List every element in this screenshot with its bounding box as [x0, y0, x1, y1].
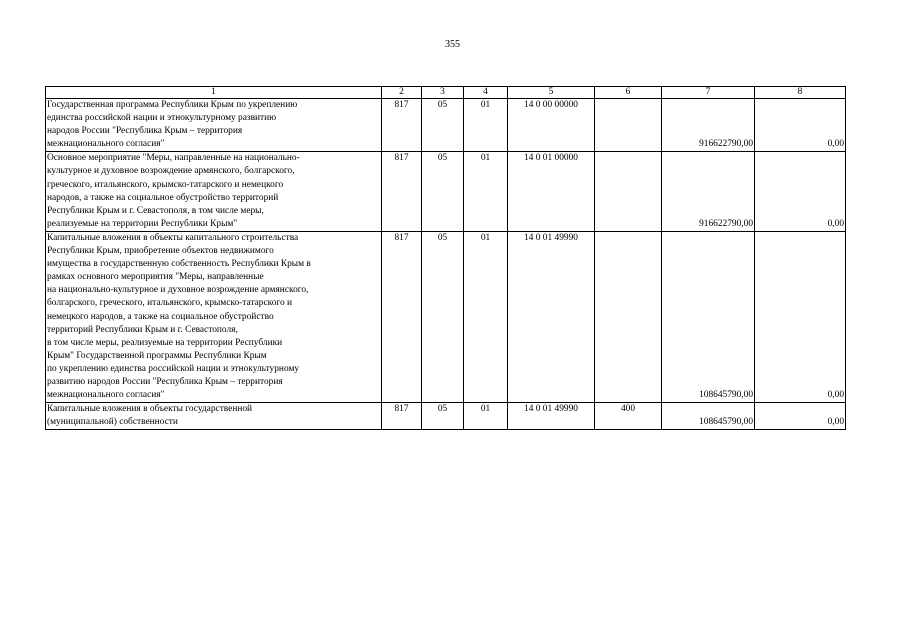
cell-amount-2: 0,00: [755, 403, 846, 430]
column-header: 7: [662, 87, 755, 99]
column-header: 6: [595, 87, 662, 99]
cell-amount-2: 0,00: [755, 99, 846, 152]
cell-section: 05: [422, 152, 464, 232]
table-row: [46, 99, 846, 152]
cell-target-article: 14 0 00 00000: [508, 99, 595, 152]
cell-section: 05: [422, 231, 464, 402]
cell-target-article: 14 0 01 49990: [508, 403, 595, 430]
column-header: 3: [422, 87, 464, 99]
row-name: Основное мероприятие "Меры, направленные на национально- культурное и духовное возрождение армянского, болгарского, греческого, итальянского, крымско-татарского и немецкого народов, а также на социальное обустройство территорий Республики Крым и г. Севастополя, в том числе меры, реализуемые на территории Республики Крым": [46, 152, 382, 232]
cell-amount: 108645790,00: [662, 403, 755, 430]
cell-subsection: 01: [464, 152, 508, 232]
cell-expense-type: [595, 152, 662, 232]
column-header: 2: [382, 87, 422, 99]
budget-table: [45, 86, 846, 430]
table-row: [46, 231, 846, 402]
table-row: [46, 403, 846, 430]
cell-subsection: 01: [464, 99, 508, 152]
cell-target-article: 14 0 01 00000: [508, 152, 595, 232]
row-name: Капитальные вложения в объекты капитального строительства Республики Крым, приобретение объектов недвижимого имущества в государственную собственность Республики Крым в рамках основного мероприятия "Меры, направленные на национально-культурное и духовное возрождение армянского, болгарского, греческого, итальянского, крымско-татарского и немецкого народов, а также на социальное обустройство территорий Республики Крым и г. Севастополя, в том числе меры, реализуемые на территории Республики Крым" Государственной программы Республики Крым по укреплению единства российской нации и этнокультурному развитию народов России "Республика Крым – территория межнационального согласия": [46, 231, 382, 402]
cell-amount-2: 0,00: [755, 152, 846, 232]
cell-subsection: 01: [464, 231, 508, 402]
row-name: Государственная программа Республики Крым по укреплению единства российской нации и этнокультурному развитию народов России "Республика Крым – территория межнационального согласия": [46, 99, 382, 152]
cell-amount: 108645790,00: [662, 231, 755, 402]
cell-admin-code: 817: [382, 152, 422, 232]
cell-expense-type: 400: [595, 403, 662, 430]
page-number: 355: [445, 39, 460, 50]
cell-expense-type: [595, 99, 662, 152]
column-header: 8: [755, 87, 846, 99]
cell-admin-code: 817: [382, 403, 422, 430]
column-header: 1: [46, 87, 382, 99]
cell-amount: 916622790,00: [662, 152, 755, 232]
column-header: 5: [508, 87, 595, 99]
header-row: [46, 87, 846, 99]
column-header: 4: [464, 87, 508, 99]
cell-admin-code: 817: [382, 99, 422, 152]
cell-amount: 916622790,00: [662, 99, 755, 152]
cell-section: 05: [422, 99, 464, 152]
cell-admin-code: 817: [382, 231, 422, 402]
cell-section: 05: [422, 403, 464, 430]
cell-expense-type: [595, 231, 662, 402]
row-name: Капитальные вложения в объекты государственной (муниципальной) собственности: [46, 403, 382, 430]
table-row: [46, 152, 846, 232]
cell-amount-2: 0,00: [755, 231, 846, 402]
cell-subsection: 01: [464, 403, 508, 430]
cell-target-article: 14 0 01 49990: [508, 231, 595, 402]
